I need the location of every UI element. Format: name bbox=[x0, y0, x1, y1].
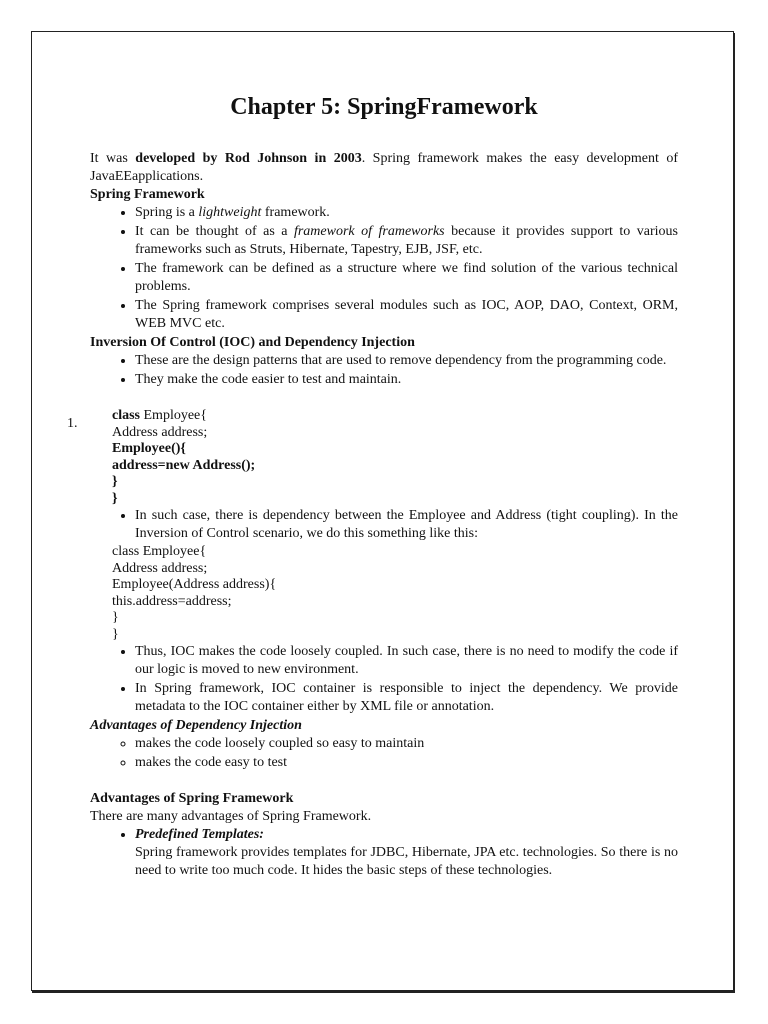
list-item: ◦ makes the code easy to test bbox=[135, 754, 678, 772]
list-item: • These are the design patterns that are used to remove dependency from the programming code. bbox=[135, 352, 678, 370]
adv-di-list bbox=[90, 735, 678, 772]
code-block-loose bbox=[90, 544, 678, 643]
intro-text-pre: It was bbox=[90, 151, 136, 166]
list-item-title: Predefined Templates: bbox=[135, 827, 264, 842]
code-line bbox=[112, 491, 678, 508]
section-heading-adv-di: Advantages of Dependency Injection bbox=[90, 718, 302, 733]
code-text-bold: address=new Address(); bbox=[112, 457, 256, 473]
document-body bbox=[90, 150, 678, 881]
list-item bbox=[135, 826, 678, 880]
list-item-text: Spring framework provides templates for JDBC, Hibernate, JPA etc. technologies. So there is no need to write too much code. It hides the basic steps of these technologies. bbox=[135, 845, 678, 878]
list-item-emphasis: lightweight bbox=[198, 205, 262, 220]
code-line: } bbox=[112, 610, 119, 625]
code-keyword: class bbox=[112, 408, 140, 423]
tight-coupling-list bbox=[90, 507, 678, 543]
code-line: Address address; bbox=[112, 424, 208, 440]
code-block-tight bbox=[90, 408, 678, 507]
intro-text-post: . Spring framework makes the easy development of JavaEEapplications. bbox=[90, 151, 678, 184]
list-item-text: because it provides support to various frameworks such as Struts, Hibernate, Tapestry, EJB, JSF, etc. bbox=[135, 224, 678, 257]
code-line: Address address; bbox=[112, 560, 208, 576]
list-item-text: framework. bbox=[261, 205, 330, 220]
code-line: } bbox=[112, 626, 119, 642]
code-line: Employee(Address address){ bbox=[112, 577, 277, 592]
code-line: this.address=address; bbox=[112, 593, 232, 609]
list-item-text: It can be thought of as a bbox=[135, 224, 294, 239]
code-line bbox=[112, 441, 678, 458]
section-heading-adv-spring: Advantages of Spring Framework bbox=[90, 791, 294, 806]
list-item bbox=[135, 204, 678, 222]
ioc-list bbox=[90, 352, 678, 389]
intro-paragraph bbox=[90, 150, 678, 186]
list-item: • In such case, there is dependency between the Employee and Address (tight coupling). In the Inversion of Control scenario, we do this something like this: bbox=[135, 507, 678, 543]
adv-spring-list bbox=[90, 826, 678, 880]
section-heading-spring-framework: Spring Framework bbox=[90, 187, 205, 202]
list-item: • In Spring framework, IOC container is responsible to inject the dependency. We provide metadata to the IOC container either by XML file or annotation. bbox=[135, 680, 678, 716]
list-item-emphasis: framework of frameworks bbox=[293, 224, 445, 239]
ioc-summary-list bbox=[90, 643, 678, 716]
section-heading-ioc: Inversion Of Control (IOC) and Dependency Injection bbox=[90, 335, 415, 350]
code-text-bold: } bbox=[112, 474, 118, 489]
code-line bbox=[112, 474, 678, 491]
list-item: ◦ makes the code loosely coupled so easy to maintain bbox=[135, 735, 678, 753]
list-item-text: Spring is a bbox=[135, 205, 199, 220]
adv-spring-intro: There are many advantages of Spring Framework. bbox=[90, 809, 372, 824]
spring-framework-list bbox=[90, 204, 678, 333]
list-item bbox=[135, 297, 678, 333]
list-item bbox=[135, 223, 678, 259]
list-item: • Thus, IOC makes the code loosely coupled. In such case, there is no need to modify the code if our logic is moved to new environment. bbox=[135, 643, 678, 679]
code-line bbox=[112, 458, 678, 475]
code-text-bold: } bbox=[112, 490, 118, 506]
code-line bbox=[112, 408, 678, 425]
intro-text-bold: developed by Rod Johnson in 2003 bbox=[135, 151, 362, 166]
code-line: class Employee{ bbox=[112, 544, 207, 559]
list-number: 1. bbox=[67, 416, 78, 431]
list-item: • They make the code easier to test and maintain. bbox=[135, 371, 678, 389]
code-text-bold: Employee(){ bbox=[112, 441, 186, 456]
list-item-text: The Spring framework comprises several modules such as IOC, AOP, DAO, Context, ORM, WEB MVC etc. bbox=[135, 298, 678, 331]
code-text: Employee{ bbox=[140, 408, 207, 423]
list-item bbox=[135, 260, 678, 296]
page-title: Chapter 5: SpringFramework bbox=[230, 94, 538, 120]
list-item-text: The framework can be defined as a structure where we find solution of the various technical problems. bbox=[135, 261, 678, 294]
